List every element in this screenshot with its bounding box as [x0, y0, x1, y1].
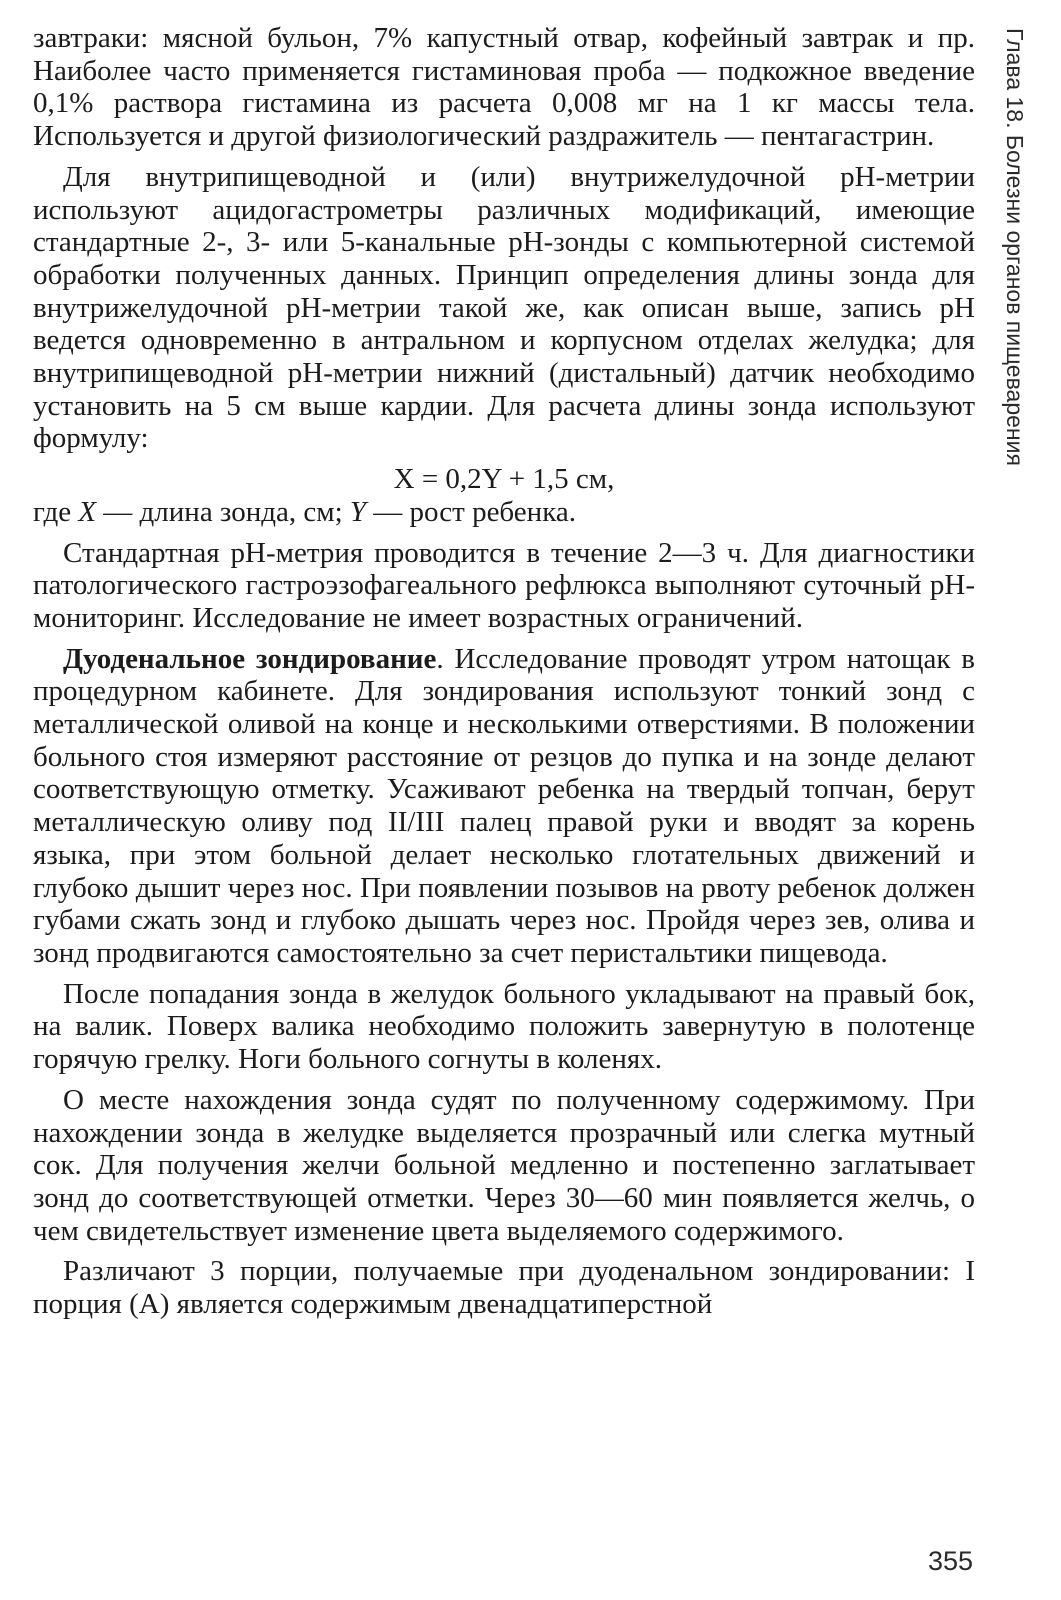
running-head	[1000, 28, 1030, 528]
legend-suffix: — рост ребенка.	[366, 495, 576, 528]
legend-prefix: где	[33, 495, 79, 528]
paragraph-probe-location: О месте нахождения зонда судят по полученному содержимому. При нахождении зонда в желудке выделяется прозрачный или слегка мутный сок. Для получения желчи больной медленно и постепенно заглатывает зонд до соответствующей отметки. Через 30—60 мин появляется желчь, о чем свидетельствует изменение цвета выделяемого содержимого.	[33, 1083, 975, 1247]
legend-mid: — длина зонда, см;	[96, 495, 350, 528]
paragraph-after-stomach: После попадания зонда в желудок больного укладывают на правый бок, на валик. Поверх валика необходимо положить завернутую в полотенце горячую грелку. Ноги больного согнуты в коленях.	[33, 977, 975, 1076]
probe-length-formula: X = 0,2Y + 1,5 см,	[393, 463, 615, 496]
paragraph-standard-ph: Стандартная рН-метрия проводится в течение 2—3 ч. Для диагностики патологического гастроэзофагеального рефлюкса выполняют суточный рН-мониторинг. Исследование не имеет возрастных ограничений.	[33, 536, 975, 634]
paragraph-ph-metry: Для внутрипищеводной и (или) внутрижелудочной рН-метрии используют ацидогастрометры различных модификаций, имеющие стандартные 2-, 3- или 5-канальные рН-зонды с компьютерной системой обработки полученных данных. Принцип определения длины зонда для внутрижелудочной рН-метрии такой же, как описан выше, запись рН ведется одновременно в антральном и корпусном отделах желудка; для внутрипищеводной рН-метрии нижний (дистальный) датчик необходимо установить на 5 см выше кардии. Для расчета длины зонда используют формулу:	[33, 160, 975, 455]
paragraph-breakfasts: завтраки: мясной бульон, 7% капустный отвар, кофейный завтрак и пр. Наиболее часто применяется гистаминовая проба — подкожное введение 0,1% раствора гистамина из расчета 0,008 мг на 1 кг массы тела. Используется и другой физиологический раздражитель — пентагастрин.	[33, 22, 975, 153]
paragraph-formula-legend	[33, 496, 975, 529]
body-text	[33, 22, 975, 1329]
legend-y: Y	[349, 495, 367, 528]
page-number: 355	[927, 1546, 973, 1576]
paragraph-portions: Различают 3 порции, получаемые при дуоденальном зондировании: I порция (А) является содержимым двенадцатиперстной	[33, 1255, 975, 1321]
paragraph-duodenal-probing	[33, 643, 975, 970]
heading-duodenal-probing: Дуоденальное зондирование	[63, 642, 437, 675]
duodenal-probing-text: . Исследование проводят утром натощак в процедурном кабинете. Для зондирования используют тонкий зонд с металлической оливой на конце и несколькими отверстиями. В положении больного стоя измеряют расстояние от резцов до пупка и на зонде делают соответствующую отметку. Усаживают ребенка на твердый топчан, берут металлическую оливу под II/III палец правой руки и вводят за корень языка, при этом больной делает несколько глотательных движений и глубоко дышит через нос. При появлении позывов на рвоту ребенок должен губами сжать зонд и глубоко дышать через нос. Пройдя через зев, олива и зонд продвигаются самостоятельно за счет перистальтики пищевода.	[33, 642, 975, 969]
legend-x: X	[78, 495, 97, 528]
running-head-text: Глава 18. Болезни органов пищеварения	[1002, 28, 1028, 466]
